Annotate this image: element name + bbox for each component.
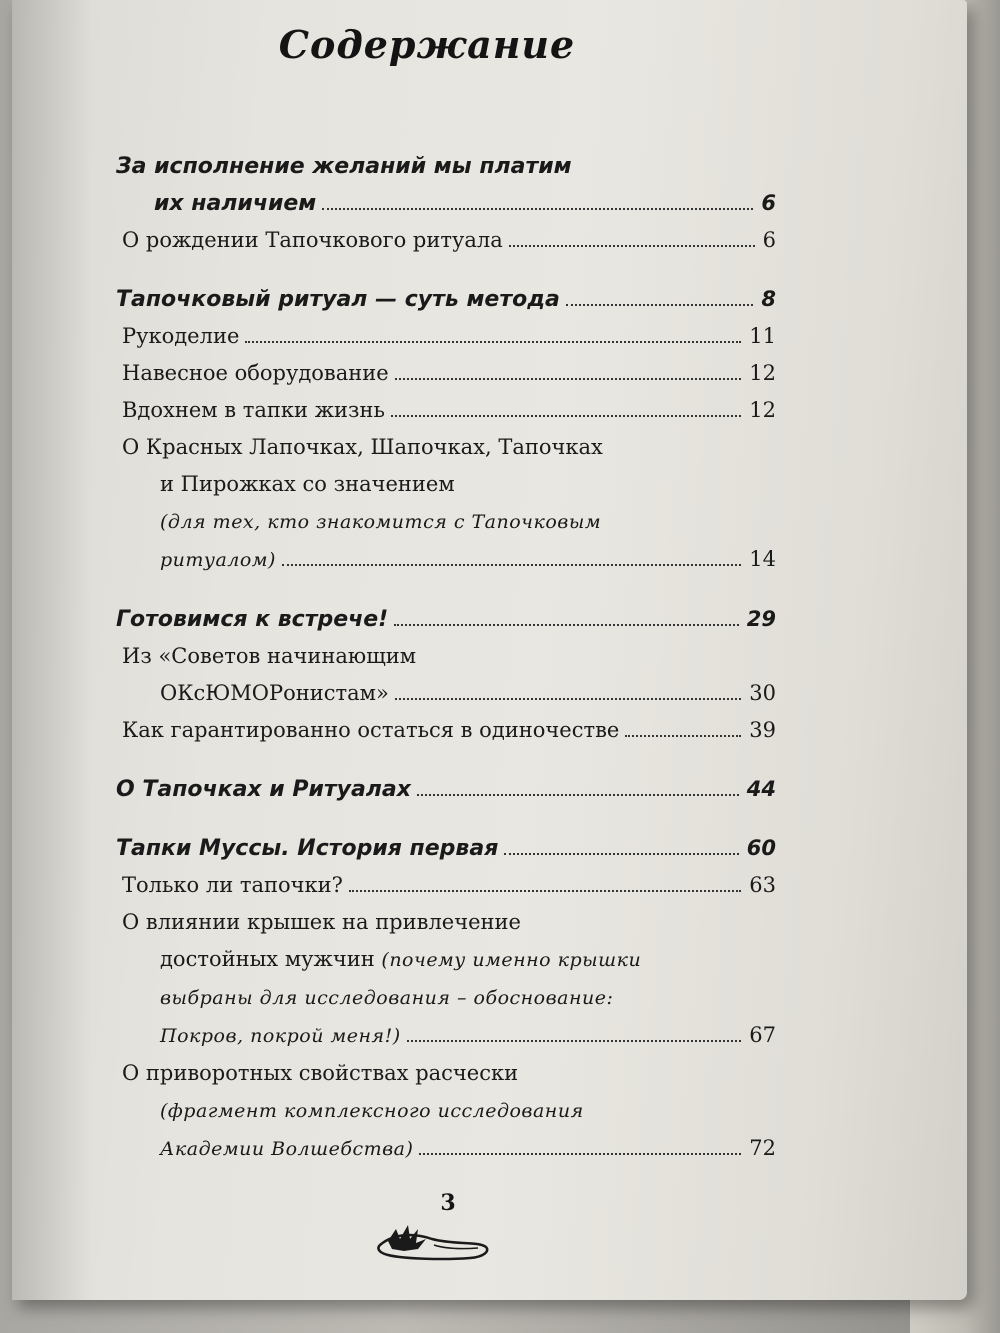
dot-leader: [504, 853, 738, 855]
page-title: Содержание: [278, 22, 576, 67]
toc-entry-text: Тапочковый ритуал — суть метода: [116, 287, 560, 312]
toc-entry-text: ОКсЮМОРонистам»: [160, 681, 389, 705]
page-number: 3: [440, 1190, 456, 1216]
toc-line: [122, 638, 776, 675]
toc-line: [116, 771, 776, 808]
toc-subchapter: [116, 429, 776, 579]
toc-entry-title: [116, 830, 498, 867]
toc-page-number: 44: [746, 777, 776, 801]
toc-entry-title: [122, 435, 603, 459]
toc-line: [122, 979, 776, 1017]
toc-subchapter: [116, 392, 776, 429]
slipper-icon: [374, 1215, 494, 1265]
toc-entry-title: [122, 867, 343, 904]
toc-line: [116, 185, 776, 222]
toc-entry-text: Готовимся к встрече!: [116, 607, 389, 632]
toc-line: [116, 281, 776, 318]
dot-leader: [417, 794, 739, 796]
toc-line: [122, 675, 776, 712]
toc-entry-title: [160, 1098, 584, 1122]
table-of-contents: [116, 148, 776, 1190]
toc-line: [122, 1130, 776, 1168]
toc-page-number: 39: [749, 718, 776, 742]
toc-entry-text: достойных мужчин: [160, 947, 375, 971]
toc-subchapter: [116, 867, 776, 904]
toc-chapter: [116, 771, 776, 808]
toc-page-number: 60: [746, 836, 776, 860]
toc-entry-title: [160, 541, 276, 579]
toc-page-number: 11: [749, 324, 776, 348]
toc-entry-text: О рождении Тапочкового ритуала: [122, 228, 503, 252]
toc-line: [122, 1017, 776, 1055]
toc-chapter: [116, 601, 776, 638]
toc-entry-text: их наличием: [154, 191, 317, 216]
toc-section: [116, 148, 776, 259]
dot-leader: [625, 735, 741, 737]
dot-leader: [391, 415, 741, 417]
toc-line: [122, 392, 776, 429]
toc-line: [122, 941, 776, 979]
dot-leader: [282, 564, 741, 566]
toc-entry-text: За исполнение желаний мы платим: [116, 154, 572, 179]
dot-leader: [509, 245, 755, 247]
toc-entry-title: [122, 910, 521, 934]
toc-entry-note: (фрагмент комплексного исследования: [160, 1100, 584, 1122]
toc-line: [122, 429, 776, 466]
toc-page-number: 12: [749, 361, 776, 385]
toc-subchapter: [116, 712, 776, 749]
toc-entry-note: ритуалом): [160, 549, 276, 571]
toc-entry-note: Покров, покрой меня!): [160, 1025, 401, 1047]
toc-chapter: [116, 281, 776, 318]
toc-line: [122, 318, 776, 355]
toc-line: [122, 222, 776, 259]
dot-leader: [349, 890, 741, 892]
toc-section: [116, 771, 776, 808]
toc-line: [116, 830, 776, 867]
dot-leader: [407, 1040, 742, 1042]
toc-entry-title: [160, 509, 601, 533]
toc-entry-title: [160, 947, 641, 971]
toc-page-number: 67: [749, 1023, 776, 1047]
toc-line: [122, 355, 776, 392]
toc-subchapter: [116, 355, 776, 392]
toc-entry-title: [122, 1061, 518, 1085]
toc-line: [122, 904, 776, 941]
toc-entry-text: Только ли тапочки?: [122, 873, 343, 897]
toc-line: [116, 148, 776, 185]
toc-entry-title: [122, 222, 503, 259]
toc-entry-text: О приворотных свойствах расчески: [122, 1061, 519, 1085]
dot-leader: [395, 378, 742, 380]
toc-entry-text: Из «Советов начинающим: [122, 644, 417, 668]
toc-section: [116, 601, 776, 749]
toc-subchapter: [116, 1055, 776, 1168]
toc-subchapter: [116, 638, 776, 712]
dot-leader: [245, 341, 741, 343]
toc-line: [122, 503, 776, 541]
toc-chapter: [116, 830, 776, 867]
toc-entry-text: О Красных Лапочках, Шапочках, Тапочках: [122, 435, 603, 459]
toc-page-number: 30: [749, 681, 776, 705]
toc-entry-title: [160, 985, 613, 1009]
toc-section: [116, 281, 776, 579]
toc-page-number: 8: [761, 287, 776, 311]
toc-entry-title: [160, 675, 389, 712]
dot-leader: [322, 208, 753, 210]
toc-line: [116, 601, 776, 638]
toc-entry-title: [122, 318, 239, 355]
toc-entry-text: О Тапочках и Ритуалах: [116, 777, 411, 802]
toc-entry-title: [160, 1017, 401, 1055]
book-page: [12, 0, 967, 1300]
toc-entry-note: выбраны для исследования – обоснование:: [160, 987, 614, 1009]
toc-line: [122, 1092, 776, 1130]
toc-section: [116, 830, 776, 1168]
dot-leader: [394, 624, 739, 626]
toc-entry-title: [122, 644, 416, 668]
toc-entry-text: и Пирожках со значением: [160, 472, 455, 496]
toc-page-number: 63: [749, 873, 776, 897]
toc-page-number: 72: [749, 1136, 776, 1160]
toc-subchapter: [116, 318, 776, 355]
toc-entry-title: [116, 601, 388, 638]
dot-leader: [419, 1153, 741, 1155]
toc-entry-text: Навесное оборудование: [122, 361, 389, 385]
toc-entry-note: (почему именно крышки: [381, 949, 642, 971]
toc-entry-note: (для тех, кто знакомится с Тапочковым: [160, 511, 602, 533]
toc-entry-title: [160, 472, 455, 496]
toc-entry-text: Тапки Муссы. История первая: [116, 836, 499, 861]
toc-chapter: [116, 148, 776, 222]
toc-entry-title: [160, 1130, 413, 1168]
toc-entry-title: [116, 281, 560, 318]
toc-entry-title: [116, 154, 572, 179]
toc-entry-title: [122, 392, 385, 429]
toc-entry-title: [122, 712, 619, 749]
toc-entry-note: Академии Волшебства): [160, 1138, 414, 1160]
toc-entry-text: О влиянии крышек на привлечение: [122, 910, 521, 934]
toc-page-number: 29: [746, 607, 776, 631]
toc-entry-text: Вдохнем в тапки жизнь: [122, 398, 385, 422]
toc-entry-title: [154, 185, 316, 222]
toc-entry-text: Как гарантированно остаться в одиночестве: [122, 718, 620, 742]
toc-subchapter: [116, 222, 776, 259]
toc-page-number: 6: [761, 191, 776, 215]
dot-leader: [566, 304, 754, 306]
toc-page-number: 14: [749, 547, 776, 571]
dot-leader: [395, 698, 741, 700]
toc-line: [122, 1055, 776, 1092]
toc-line: [122, 466, 776, 503]
toc-entry-text: Рукоделие: [122, 324, 240, 348]
toc-page-number: 12: [749, 398, 776, 422]
toc-line: [122, 712, 776, 749]
toc-line: [122, 541, 776, 579]
toc-subchapter: [116, 904, 776, 1055]
toc-entry-title: [122, 355, 389, 392]
toc-line: [122, 867, 776, 904]
toc-page-number: 6: [762, 228, 776, 252]
toc-entry-title: [116, 771, 411, 808]
